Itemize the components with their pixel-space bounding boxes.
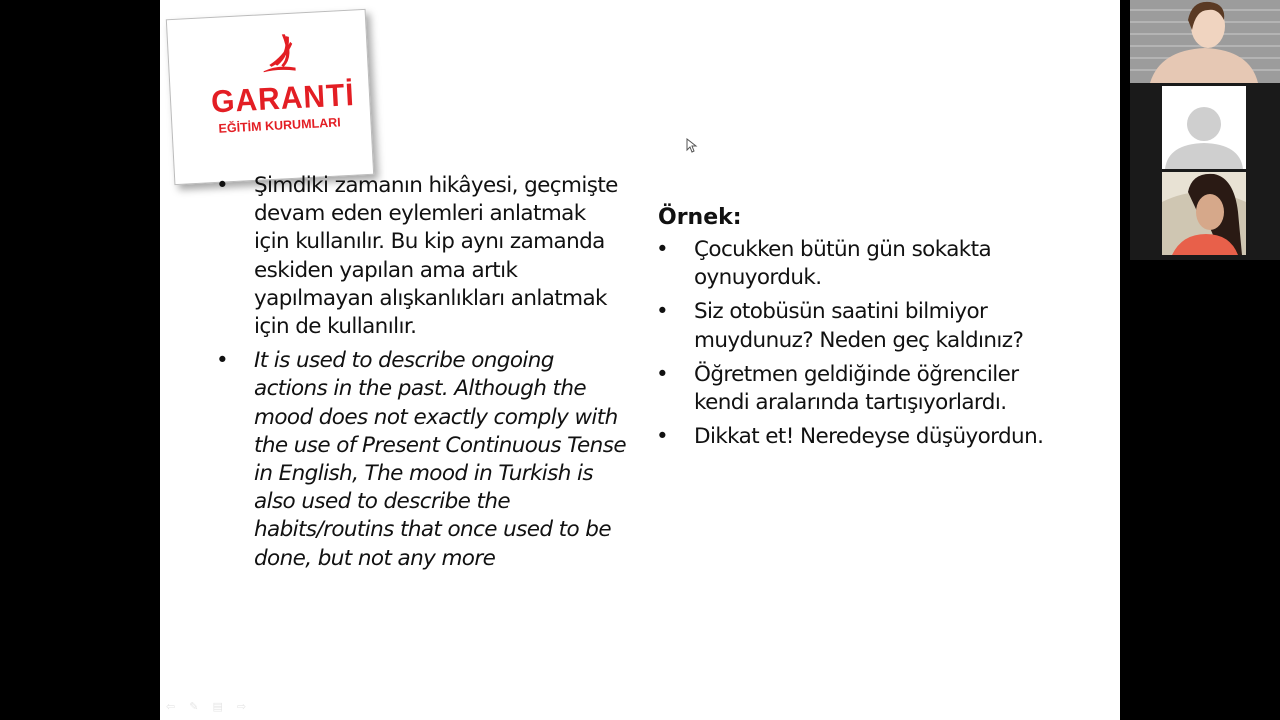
example-text: Siz otobüsün saatini bilmiyor muydunuz? Neden geç kaldınız? bbox=[694, 299, 1024, 353]
explanation-bullet-turkish bbox=[216, 172, 626, 341]
bullet-text: Şimdiki zamanın hikâyesi, geçmişte devam eden eylemleri anlatmak için kullanılır. Bu kip aynı zamanda eskiden yapılan ama artık yapılmayan alışkanlıkları anlatmak için de kullanılır. bbox=[254, 173, 618, 340]
logo-subtitle-text: EĞİTİM KURUMLARI bbox=[218, 115, 342, 136]
previous-arrow-icon[interactable]: ⇦ bbox=[166, 700, 176, 713]
slideshow-nav-bar bbox=[166, 700, 246, 713]
participant-video-tile[interactable] bbox=[1130, 0, 1280, 83]
example-item bbox=[656, 236, 1056, 292]
example-text: Dikkat et! Neredeyse düşüyordun. bbox=[694, 424, 1044, 450]
bullet-icon: • bbox=[216, 348, 229, 374]
participant-video-icon bbox=[1130, 0, 1280, 83]
mouse-cursor-icon bbox=[686, 138, 698, 154]
participant-video-tile[interactable] bbox=[1162, 172, 1246, 255]
next-arrow-icon[interactable]: ⇨ bbox=[236, 700, 247, 713]
bullet-text: It is used to describe ongoing actions in the past. Although the mood does not exactly comply with the use of Present Continuous Tense in English, The mood in Turkish is also used to describe the habits/routins that once used to be done, but not any more bbox=[254, 348, 626, 571]
menu-icon[interactable]: ▤ bbox=[212, 700, 223, 713]
user-avatar-icon bbox=[1162, 86, 1246, 169]
presentation-slide bbox=[160, 0, 1120, 720]
example-item bbox=[656, 423, 1056, 451]
bullet-icon: • bbox=[656, 237, 669, 262]
garanti-logo bbox=[166, 9, 374, 185]
example-text: Öğretmen geldiğinde öğrenciler kendi aralarında tartışıyorlardı. bbox=[694, 361, 1019, 416]
logo-brand-text: GARANTİ bbox=[210, 77, 356, 120]
example-item bbox=[656, 298, 1056, 354]
bullet-icon: • bbox=[216, 173, 229, 198]
bullet-icon: • bbox=[656, 424, 669, 450]
bullet-icon: • bbox=[656, 361, 669, 387]
participant-video-icon bbox=[1162, 172, 1246, 255]
examples-heading: Örnek: bbox=[658, 205, 742, 230]
video-participants-panel bbox=[1130, 0, 1280, 260]
examples-list bbox=[656, 236, 1056, 451]
logo-emblem-icon bbox=[256, 34, 298, 76]
explanation-list bbox=[216, 172, 626, 573]
example-item bbox=[656, 361, 1056, 417]
pen-icon[interactable]: ✎ bbox=[189, 700, 199, 713]
bullet-icon: • bbox=[656, 299, 669, 325]
explanation-column bbox=[216, 172, 626, 579]
participant-avatar-tile[interactable] bbox=[1162, 86, 1246, 169]
example-text: Çocukken bütün gün sokakta oynuyorduk. bbox=[694, 237, 992, 291]
examples-column bbox=[656, 205, 1056, 457]
explanation-bullet-english bbox=[216, 347, 626, 573]
